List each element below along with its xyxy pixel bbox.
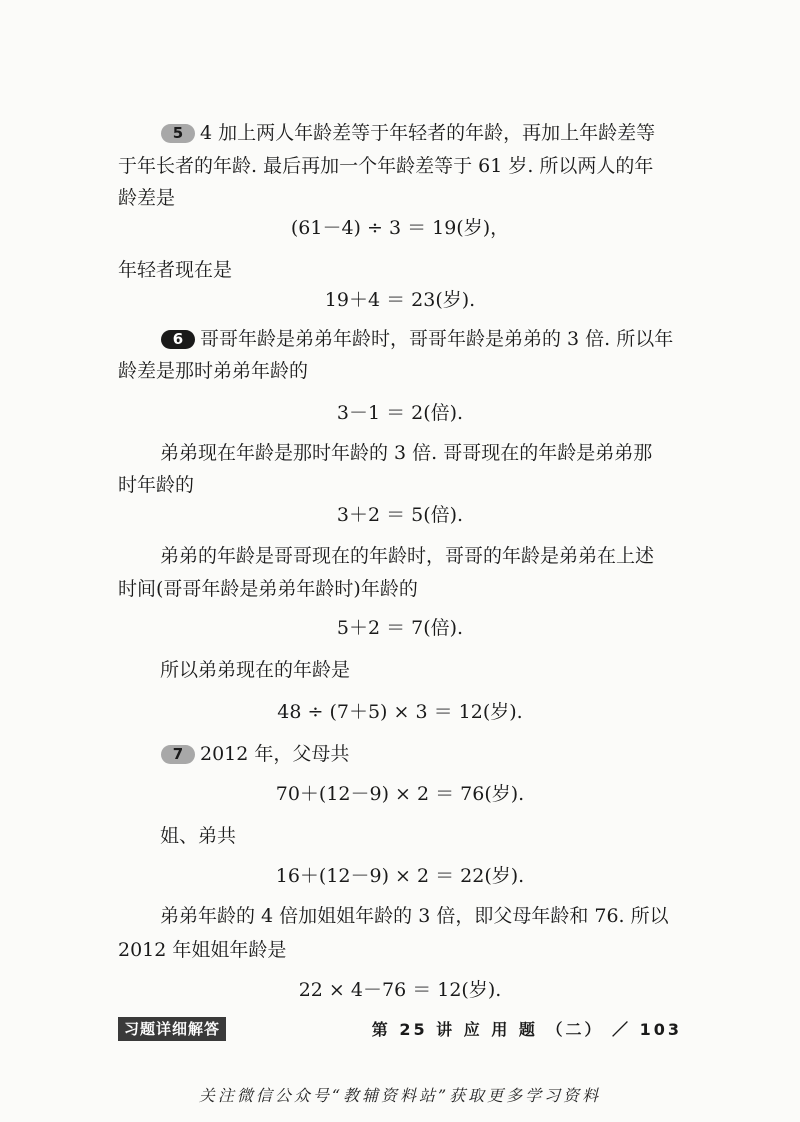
problem-6-line-1: 哥哥年龄是弟弟年龄时，哥哥年龄是弟弟的 3 倍. 所以年 xyxy=(200,328,674,350)
problem-6-line-2: 龄差是那时弟弟年龄的 xyxy=(118,360,309,382)
watermark-text: 关注微信公众号“教辅资料站”获取更多学习资料 xyxy=(198,1086,602,1105)
problem-5-text-2: 年轻者现在是 xyxy=(118,259,233,281)
problem-7-badge: 7 xyxy=(161,745,195,764)
running-header-page-number: 第 25 讲 应 用 题 （二） ／ 103 xyxy=(371,1020,682,1039)
problem-5-line-2: 于年长者的年龄. 最后再加一个年龄差等于 61 岁. 所以两人的年 xyxy=(118,155,654,177)
problem-6-para-3-line-1: 弟弟的年龄是哥哥现在的年龄时，哥哥的年龄是弟弟在上述 xyxy=(160,545,655,567)
problem-6-para-2-line-2: 时年龄的 xyxy=(118,474,195,496)
problem-5-formula-2: 19＋4 ＝ 23(岁). xyxy=(324,289,476,311)
problem-7-para-3-line-2: 2012 年姐姐年龄是 xyxy=(118,939,287,961)
problem-6-formula-4: 48 ÷ (7＋5) × 3 ＝ 12(岁). xyxy=(277,701,523,723)
problem-5-badge: 5 xyxy=(161,124,195,143)
problem-7-formula-2: 16＋(12－9) × 2 ＝ 22(岁). xyxy=(275,865,525,887)
problem-6-badge: 6 xyxy=(161,330,195,349)
problem-6-formula-2: 3＋2 ＝ 5(倍). xyxy=(336,504,464,526)
problem-5-line-1: 4 加上两人年龄差等于年轻者的年龄，再加上年龄差等 xyxy=(200,122,656,144)
problem-6-para-3-line-2: 时间(哥哥年龄是弟弟年龄时)年龄的 xyxy=(118,578,418,600)
problem-7-formula-3: 22 × 4－76 ＝ 12(岁). xyxy=(298,979,502,1001)
problem-6-formula-3: 5＋2 ＝ 7(倍). xyxy=(336,617,464,639)
problem-5-line-3: 龄差是 xyxy=(118,187,176,209)
problem-7-formula-1: 70＋(12－9) × 2 ＝ 76(岁). xyxy=(275,783,525,805)
problem-5-formula-1: (61－4) ÷ 3 ＝ 19(岁)， xyxy=(290,217,510,239)
problem-6-para-4: 所以弟弟现在的年龄是 xyxy=(160,659,351,681)
problem-7-line-1: 2012 年，父母共 xyxy=(200,743,350,765)
problem-6-para-2-line-1: 弟弟现在年龄是那时年龄的 3 倍. 哥哥现在的年龄是弟弟那 xyxy=(160,442,653,464)
problem-6-formula-1: 3－1 ＝ 2(倍). xyxy=(336,402,464,424)
section-label: 习题详细解答 xyxy=(118,1017,226,1041)
problem-7-text-2: 姐、弟共 xyxy=(160,825,237,847)
problem-7-para-3-line-1: 弟弟年龄的 4 倍加姐姐年龄的 3 倍，即父母年龄和 76. 所以 xyxy=(160,905,669,927)
